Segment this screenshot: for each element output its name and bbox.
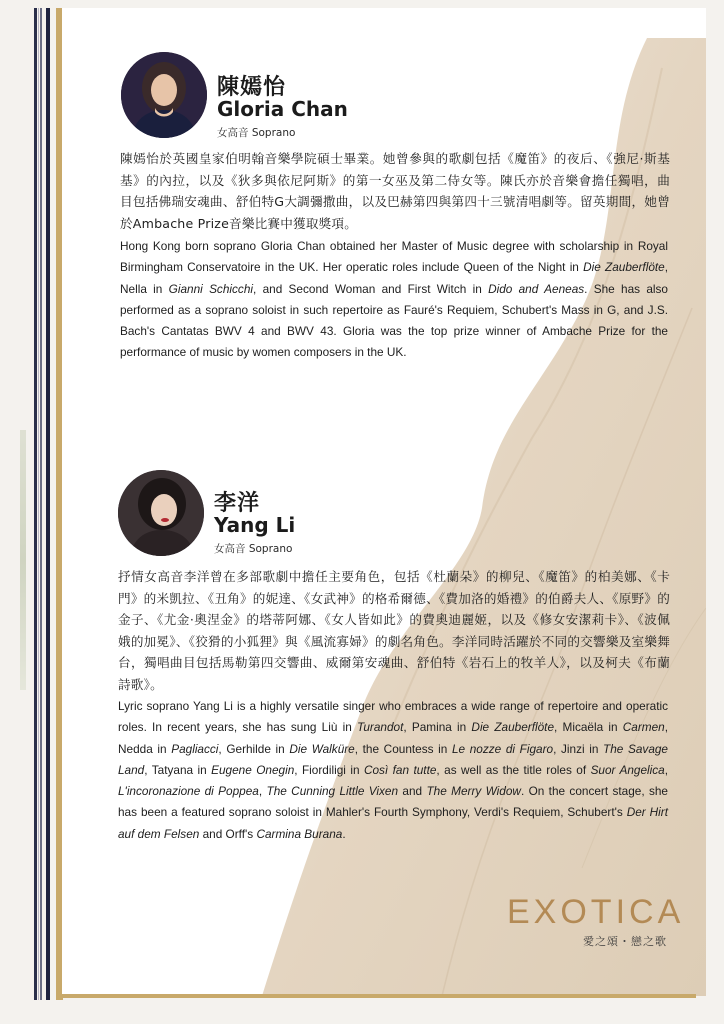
bio-text: , Nella in <box>120 260 668 296</box>
bio-text: , Jinzi in <box>553 741 604 756</box>
bio-italic-title: Così fan tutte <box>363 762 437 777</box>
bio-italic-title: Gianni Schicchi <box>168 281 253 296</box>
bio-italic-title: Le nozze di Figaro <box>451 741 554 756</box>
bio-italic-title: Suor Angelica <box>590 762 665 777</box>
bio-italic-title: L'incoronazione di Poppea <box>118 784 259 799</box>
singer-role: 女高音 Soprano <box>217 127 296 139</box>
bio-text: and <box>398 784 427 799</box>
bio-text: and Orff's <box>199 826 257 841</box>
avatar <box>118 470 204 556</box>
bio-italic-title: The Savage Land <box>118 741 668 777</box>
binding-stripe <box>40 8 42 1000</box>
binding-stripe <box>38 8 39 1000</box>
bio-italic-title: Die Zauberflöte <box>471 720 555 735</box>
bio-text: , Nedda in <box>118 720 668 756</box>
bio-italic-title: Die Walküre <box>289 741 355 756</box>
binding-stripe <box>46 8 50 1000</box>
bio-text: , Fiordiligi in <box>294 762 364 777</box>
bio-text: , Pamina in <box>403 720 472 735</box>
brand-logo-title: EXOTICA <box>507 893 685 931</box>
bio-text: . <box>342 826 346 841</box>
singer-role: 女高音 Soprano <box>214 543 293 555</box>
bio-text: , the Countess in <box>354 741 452 756</box>
singer-name-en: Yang Li <box>214 513 296 537</box>
bio-italic-title: Dido and Aeneas <box>488 281 585 296</box>
bio-italic-title: Pagliacci <box>171 741 219 756</box>
bio-chinese: 抒情女高音李洋曾在多部歌劇中擔任主要角色，包括《杜蘭朵》的柳兒、《魔笛》的柏美娜、《卡門》的米凱拉、《丑角》的妮達、《女武神》的格希爾德、《費加洛的婚禮》的伯爵夫人、《原野》的金子、《尤金·奧涅金》的塔蒂阿娜、《女人皆如此》的費奧迪麗姬，以及《修女安潔莉卡》、《波佩娥的加冕》、《狡猾的小狐狸》與《風流寡婦》的劇名角色。李洋同時活躍於不同的交響樂及室樂舞台，獨唱曲目包括馬勒第四交響曲、威爾第安魂曲、舒伯特《岩石上的牧羊人》，以及柯夫《布蘭詩歌》。 <box>118 569 670 692</box>
bio-text: . On the concert stage, she has been a featured soprano soloist in Mahler's Fourth Symphony, Verdi's Requiem, Schubert's <box>118 784 668 820</box>
avatar <box>121 52 207 138</box>
gold-border-bottom <box>56 994 696 998</box>
bio-text: Lyric soprano Yang Li is a highly versatile singer who embraces a wide range of repertoire and operatic roles. In recent years, she has sung Liù in <box>118 699 668 735</box>
singer-name-zh: 李洋 <box>214 491 261 516</box>
bio-italic-title: Carmina Burana <box>256 826 343 841</box>
bio-english <box>118 696 668 845</box>
bio-text: , as well as the title roles of <box>436 762 591 777</box>
bio-text: , Micaëla in <box>554 720 623 735</box>
portrait-image <box>121 52 207 138</box>
bio-text: , <box>664 762 669 777</box>
bio-text: . She has also performed as a soprano soloist in such repertoire as Fauré's Requiem, Schubert's Mass in G, and J.S. Bach's Cantatas BWV 4 and BWV 43. Gloria was the top prize winner of Ambache Prize for the performance of music by women composers in the UK. <box>120 281 668 360</box>
singer-name-en: Gloria Chan <box>217 97 348 121</box>
bio-italic-title: Der Hirt auf dem Felsen <box>118 805 668 841</box>
bio-text: , <box>258 784 267 799</box>
bio-italic-title: The Merry Widow <box>426 784 521 799</box>
bio-text: Hong Kong born soprano Gloria Chan obtained her Master of Music degree with scholarship in Royal Birmingham Conservatoire in the UK. Her operatic roles include Queen of the Night in <box>120 239 668 275</box>
singer-name-zh: 陳嫣怡 <box>217 75 287 100</box>
bio-italic-title: Eugene Onegin <box>211 762 295 777</box>
bio-text: , Gerhilde in <box>218 741 290 756</box>
scan-edge-tint <box>20 430 26 690</box>
bio-english <box>120 236 668 364</box>
portrait-image <box>118 470 204 556</box>
brand-subtitle: 愛之頌・戀之歌 <box>583 935 667 948</box>
bio-italic-title: The Cunning Little Vixen <box>266 784 399 799</box>
bio-italic-title: Carmen <box>622 720 665 735</box>
bio-italic-title: Die Zauberflöte <box>583 260 665 275</box>
bio-text: , and Second Woman and First Witch in <box>253 281 489 296</box>
bio-italic-title: Turandot <box>357 720 404 735</box>
bio-chinese: 陳嫣怡於英國皇家伯明翰音樂學院碩士畢業。她曾參與的歌劇包括《魔笛》的夜后、《強尼·斯基基》的內拉，以及《狄多與依尼阿斯》的第一女巫及第二侍女等。陳氏亦於音樂會擔任獨唱，曲目包括佛瑞安魂曲、舒伯特G大調彌撒曲，以及巴赫第四與第四十三號清唱劇等。留英期間，她曾於Ambache Prize音樂比賽中獲取獎項。 <box>120 151 670 231</box>
binding-stripe <box>34 8 37 1000</box>
bio-text: , Tatyana in <box>144 762 212 777</box>
